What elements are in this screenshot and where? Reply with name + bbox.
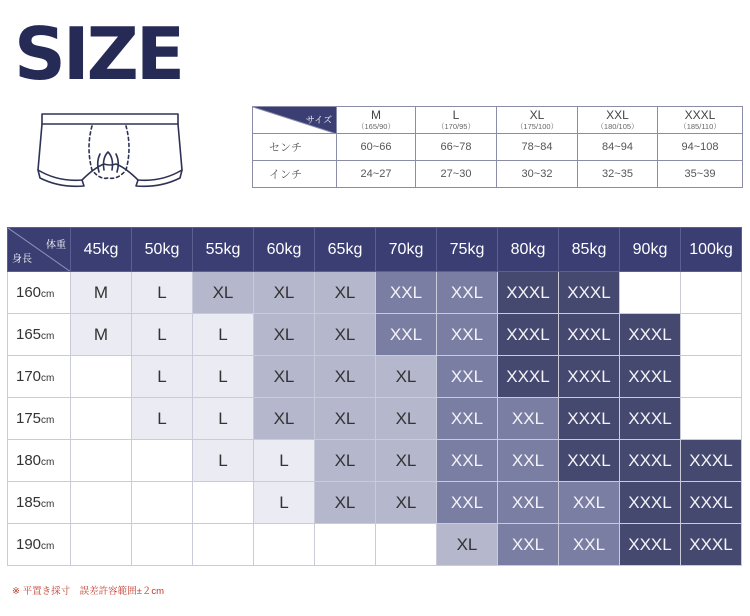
size-cell: XXXL	[620, 398, 681, 440]
waist-value: 30~32	[497, 161, 578, 188]
height-value: 180	[16, 452, 42, 469]
height-header	[8, 482, 71, 524]
waist-size-table	[252, 106, 743, 188]
height-unit: cm	[41, 541, 55, 552]
size-cell: L	[132, 398, 193, 440]
size-name: XXL	[606, 108, 629, 122]
size-name: XXXL	[684, 108, 716, 122]
size-cell: XXXL	[620, 356, 681, 398]
weight-header: 70kg	[376, 228, 437, 272]
size-cell: L	[193, 314, 254, 356]
size-cell: XXL	[437, 314, 498, 356]
size-cell: XXL	[437, 272, 498, 314]
size-cell: XXL	[559, 482, 620, 524]
table-row	[8, 356, 742, 398]
size-cell: L	[193, 398, 254, 440]
size-cell: XXL	[437, 398, 498, 440]
waist-size-header	[337, 107, 416, 134]
size-cell: XL	[254, 272, 315, 314]
size-range: （185/110）	[679, 122, 721, 131]
size-cell: XL	[315, 272, 376, 314]
weight-header: 50kg	[132, 228, 193, 272]
size-cell: XL	[254, 314, 315, 356]
height-unit: cm	[41, 289, 55, 300]
height-weight-size-chart	[7, 227, 742, 566]
weight-header: 80kg	[498, 228, 559, 272]
waist-value: 84~94	[578, 134, 658, 161]
size-cell: XL	[193, 272, 254, 314]
size-cell: XXXL	[559, 272, 620, 314]
size-cell	[71, 440, 132, 482]
size-range: （180/105）	[596, 122, 639, 131]
size-cell	[681, 398, 742, 440]
waist-table-corner	[253, 107, 337, 134]
table-row	[8, 440, 742, 482]
size-cell	[132, 482, 193, 524]
measurement-note: ※ 平置き採寸 誤差許容範囲±２cm	[12, 586, 164, 597]
size-cell: XXXL	[620, 314, 681, 356]
size-cell	[681, 272, 742, 314]
size-cell: XL	[315, 440, 376, 482]
size-cell: XXXL	[498, 272, 559, 314]
height-unit: cm	[41, 373, 55, 384]
size-cell	[132, 440, 193, 482]
size-name: M	[371, 108, 381, 122]
weight-header: 65kg	[315, 228, 376, 272]
size-cell: XXL	[376, 272, 437, 314]
waist-row-label: インチ	[253, 161, 337, 188]
size-cell: L	[132, 272, 193, 314]
size-cell: XXL	[437, 440, 498, 482]
table-row	[8, 398, 742, 440]
waist-value: 66~78	[416, 134, 497, 161]
weight-header: 75kg	[437, 228, 498, 272]
size-cell: XL	[376, 440, 437, 482]
size-cell: XXL	[559, 524, 620, 566]
size-cell: XXL	[437, 356, 498, 398]
table-row	[8, 272, 742, 314]
table-row	[8, 524, 742, 566]
size-cell	[71, 398, 132, 440]
size-cell: L	[254, 482, 315, 524]
size-cell: M	[71, 272, 132, 314]
weight-header: 90kg	[620, 228, 681, 272]
weight-header: 85kg	[559, 228, 620, 272]
size-cell	[254, 524, 315, 566]
waist-value: 94~108	[658, 134, 743, 161]
waist-value: 27~30	[416, 161, 497, 188]
size-cell	[71, 356, 132, 398]
size-range: （170/95）	[437, 122, 475, 131]
size-cell: XXL	[437, 482, 498, 524]
size-cell: XXXL	[681, 440, 742, 482]
weight-header: 60kg	[254, 228, 315, 272]
weight-header-row	[8, 228, 742, 272]
height-unit: cm	[41, 499, 55, 510]
size-cell	[681, 356, 742, 398]
size-cell: XL	[254, 356, 315, 398]
table-row	[8, 482, 742, 524]
size-cell: XL	[315, 482, 376, 524]
waist-value: 24~27	[337, 161, 416, 188]
height-value: 160	[16, 284, 42, 301]
size-corner-label: サイズ	[305, 115, 332, 125]
size-cell: XXXL	[559, 440, 620, 482]
waist-row-label: センチ	[253, 134, 337, 161]
height-value: 175	[16, 410, 42, 427]
height-header	[8, 314, 71, 356]
size-cell: XL	[376, 482, 437, 524]
size-name: XL	[529, 108, 545, 122]
size-cell	[71, 482, 132, 524]
weight-header: 100kg	[681, 228, 742, 272]
size-cell: XXXL	[620, 440, 681, 482]
size-cell	[681, 314, 742, 356]
size-cell: XXXL	[498, 314, 559, 356]
waist-size-header	[497, 107, 578, 134]
height-header	[8, 272, 71, 314]
weight-header: 55kg	[193, 228, 254, 272]
size-cell: XL	[254, 398, 315, 440]
waist-value: 32~35	[578, 161, 658, 188]
size-cell: XL	[315, 314, 376, 356]
size-cell: L	[254, 440, 315, 482]
size-cell: XXL	[376, 314, 437, 356]
height-header	[8, 398, 71, 440]
waist-size-header	[658, 107, 743, 134]
size-cell	[376, 524, 437, 566]
page-title: SIZE	[14, 12, 183, 96]
waist-value: 35~39	[658, 161, 743, 188]
height-value: 185	[16, 494, 42, 511]
size-cell: XXXL	[559, 314, 620, 356]
size-cell	[620, 272, 681, 314]
waist-size-header	[578, 107, 658, 134]
height-header	[8, 356, 71, 398]
weight-axis-label: 体重	[46, 240, 66, 251]
waist-value: 78~84	[497, 134, 578, 161]
height-value: 190	[16, 536, 42, 553]
size-cell: XXXL	[620, 524, 681, 566]
size-cell: XXXL	[620, 482, 681, 524]
size-cell: XXXL	[681, 524, 742, 566]
size-cell: XXXL	[559, 356, 620, 398]
size-cell	[193, 524, 254, 566]
weight-header: 45kg	[71, 228, 132, 272]
size-cell: L	[132, 314, 193, 356]
size-cell: XL	[437, 524, 498, 566]
size-cell: M	[71, 314, 132, 356]
size-cell: XXXL	[498, 356, 559, 398]
height-header	[8, 524, 71, 566]
size-cell: XXXL	[681, 482, 742, 524]
size-cell: XXL	[498, 398, 559, 440]
briefs-illustration	[28, 108, 192, 194]
size-cell: XXL	[498, 524, 559, 566]
size-cell: L	[132, 356, 193, 398]
height-value: 170	[16, 368, 42, 385]
size-cell	[71, 524, 132, 566]
size-cell: L	[193, 440, 254, 482]
height-unit: cm	[41, 331, 55, 342]
size-cell: XXXL	[559, 398, 620, 440]
size-chart-body	[8, 228, 742, 566]
height-unit: cm	[41, 457, 55, 468]
size-cell: XL	[376, 398, 437, 440]
size-cell: XXL	[498, 482, 559, 524]
size-cell: L	[193, 356, 254, 398]
size-range: （165/90）	[357, 122, 395, 131]
size-range: （175/100）	[515, 122, 559, 131]
height-unit: cm	[41, 415, 55, 426]
size-cell: XXL	[498, 440, 559, 482]
size-cell	[315, 524, 376, 566]
size-cell	[193, 482, 254, 524]
size-cell: XL	[376, 356, 437, 398]
size-cell: XL	[315, 398, 376, 440]
table-row	[8, 314, 742, 356]
chart-corner	[8, 228, 71, 272]
waist-value: 60~66	[337, 134, 416, 161]
size-cell: XL	[315, 356, 376, 398]
height-axis-label: 身長	[12, 254, 32, 265]
size-cell	[132, 524, 193, 566]
height-header	[8, 440, 71, 482]
waist-size-header	[416, 107, 497, 134]
size-name: L	[452, 108, 460, 122]
height-value: 165	[16, 326, 42, 343]
